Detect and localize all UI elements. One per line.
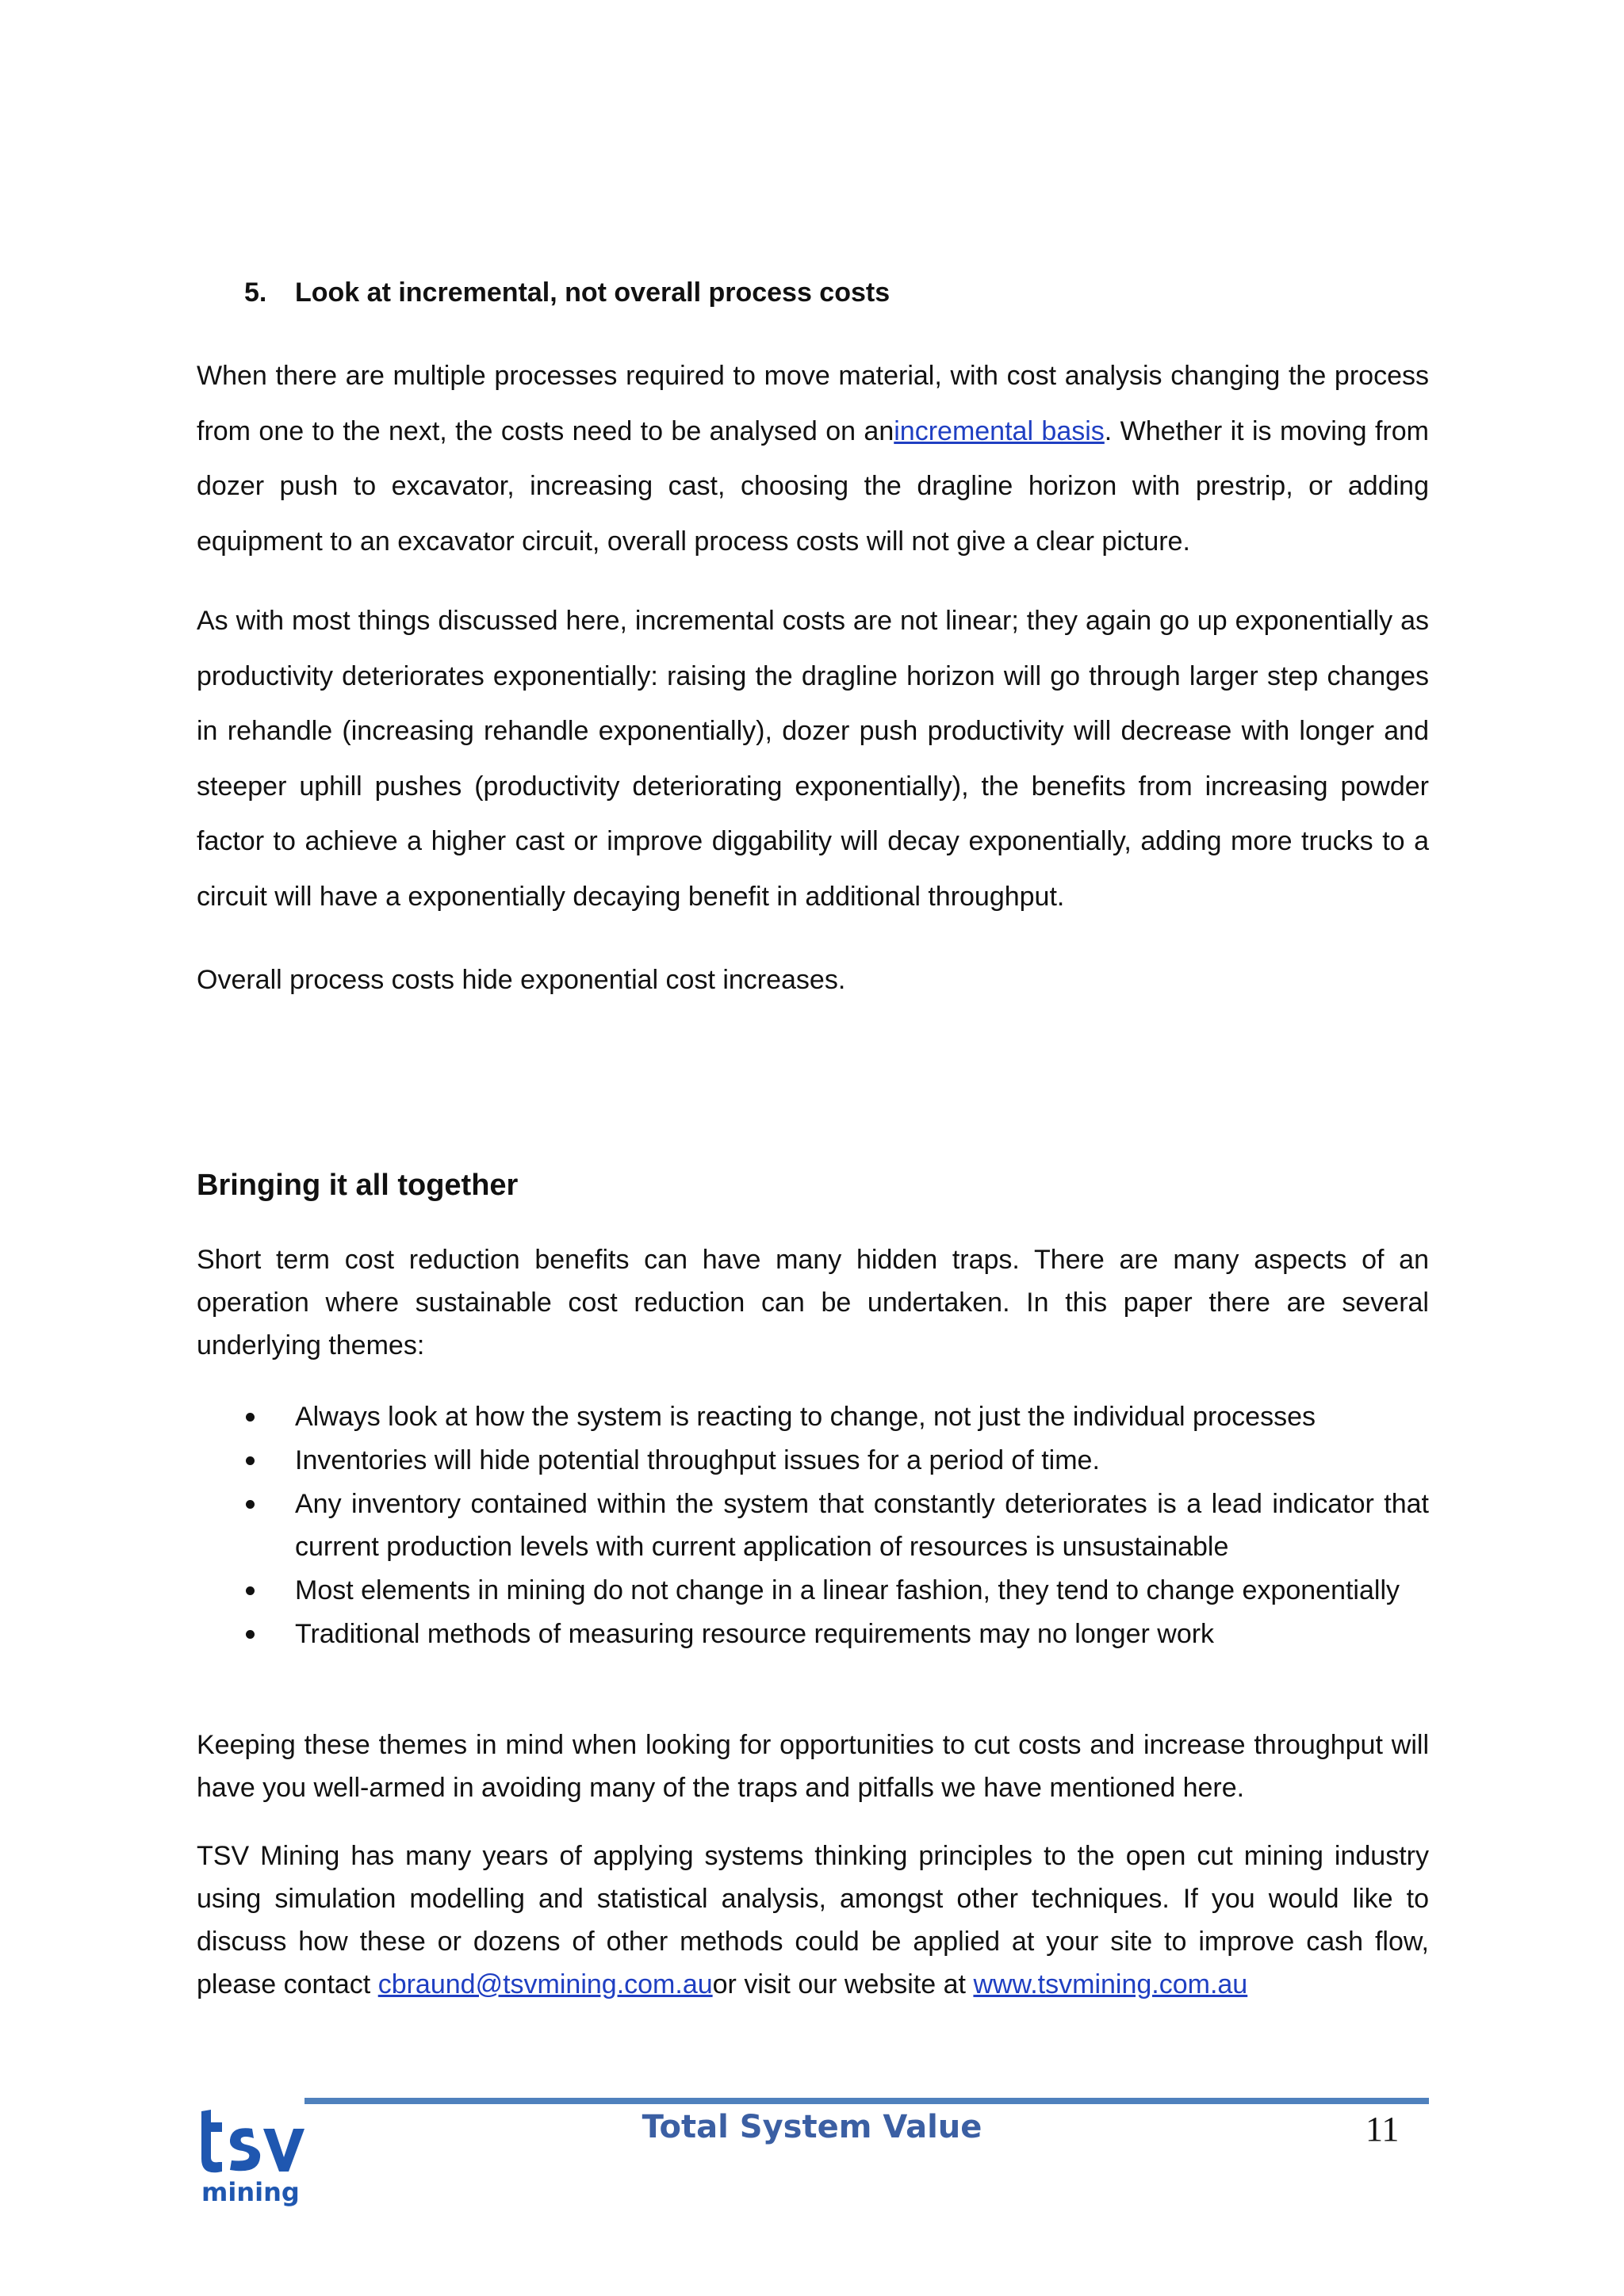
bullet-icon bbox=[246, 1630, 255, 1639]
logo-wordmark: mining bbox=[201, 2177, 300, 2207]
page-number: 11 bbox=[1365, 2110, 1400, 2149]
list-item: Traditional methods of measuring resource requirements may no longer work bbox=[197, 1613, 1429, 1655]
email-link[interactable]: cbraund@tsvmining.com.au bbox=[377, 1969, 713, 1999]
bullet-icon bbox=[246, 1456, 255, 1465]
website-link[interactable]: www.tsvmining.com.au bbox=[973, 1969, 1248, 1999]
paragraph-contact bbox=[197, 1835, 1429, 2006]
paragraph-summary-intro: Short term cost reduction benefits can have many hidden traps. There are many aspects of an operation where sustainable cost reduction can be undertaken. In this paper there are several underlying themes: bbox=[197, 1245, 1429, 1360]
incremental-basis-link[interactable]: incremental basis bbox=[894, 415, 1105, 446]
list-item: Any inventory contained within the system that constantly deteriorates is a lead indicator that current production levels with current application of resources is unsustainable bbox=[197, 1483, 1429, 1568]
list-item: Always look at how the system is reacting to change, not just the individual processes bbox=[197, 1395, 1429, 1438]
paragraph-text: When there are multiple processes required to move material, with cost analysis changing the process from one to the next, the costs need to be analysed on an bbox=[197, 361, 1429, 446]
bullet-icon bbox=[246, 1586, 255, 1595]
paragraph-keeping-themes: Keeping these themes in mind when looking for opportunities to cut costs and increase throughput will have you well-armed in avoiding many of the traps and pitfalls we have mentioned here. bbox=[197, 1730, 1429, 1803]
section-number: 5. bbox=[244, 277, 267, 308]
list-item: Most elements in mining do not change in a linear fashion, they tend to change exponentially bbox=[197, 1569, 1429, 1612]
paragraph-nonlinear: As with most things discussed here, incremental costs are not linear; they again go up exponentially as productivity deteriorates exponentially: raising the dragline horizon will go through larger step changes in rehandle (increasing rehandle exponentially), dozer push productivity will decrease with longer and steeper uphill pushes (productivity deteriorating exponentially), the benefits from increasing powder factor to achieve a higher cast or improve diggability will decay exponentially, adding more trucks to a circuit will have a exponentially decaying benefit in additional throughput. bbox=[197, 606, 1429, 912]
summary-heading: Bringing it all together bbox=[197, 1169, 519, 1202]
bullet-icon bbox=[246, 1413, 255, 1422]
themes-list bbox=[197, 1395, 1429, 1656]
footer-rule bbox=[304, 2098, 1429, 2104]
section-5-heading bbox=[244, 277, 890, 308]
paragraph-overall-costs: Overall process costs hide exponential cost increases. bbox=[197, 965, 846, 995]
bullet-icon bbox=[246, 1500, 255, 1509]
footer-title: Total System Value bbox=[642, 2109, 982, 2145]
list-item: Inventories will hide potential throughput issues for a period of time. bbox=[197, 1439, 1429, 1482]
paragraph-text: or visit our website at bbox=[712, 1969, 974, 1999]
paragraph-text: . Whether it is moving from dozer push to excavator, increasing cast, choosing the dragline horizon with prestrip, or adding equipment to an excavator circuit, overall process costs will not give a clear picture. bbox=[197, 415, 1429, 557]
paragraph-incremental bbox=[197, 349, 1429, 569]
section-title: Look at incremental, not overall process costs bbox=[295, 277, 891, 308]
paragraph-text: TSV Mining has many years of applying systems thinking principles to the open cut mining industry using simulation modelling and statistical analysis, amongst other techniques. If you would like to discuss how these or dozens of other methods could be applied at your site to improve cash flow, please contact bbox=[197, 1841, 1429, 1999]
